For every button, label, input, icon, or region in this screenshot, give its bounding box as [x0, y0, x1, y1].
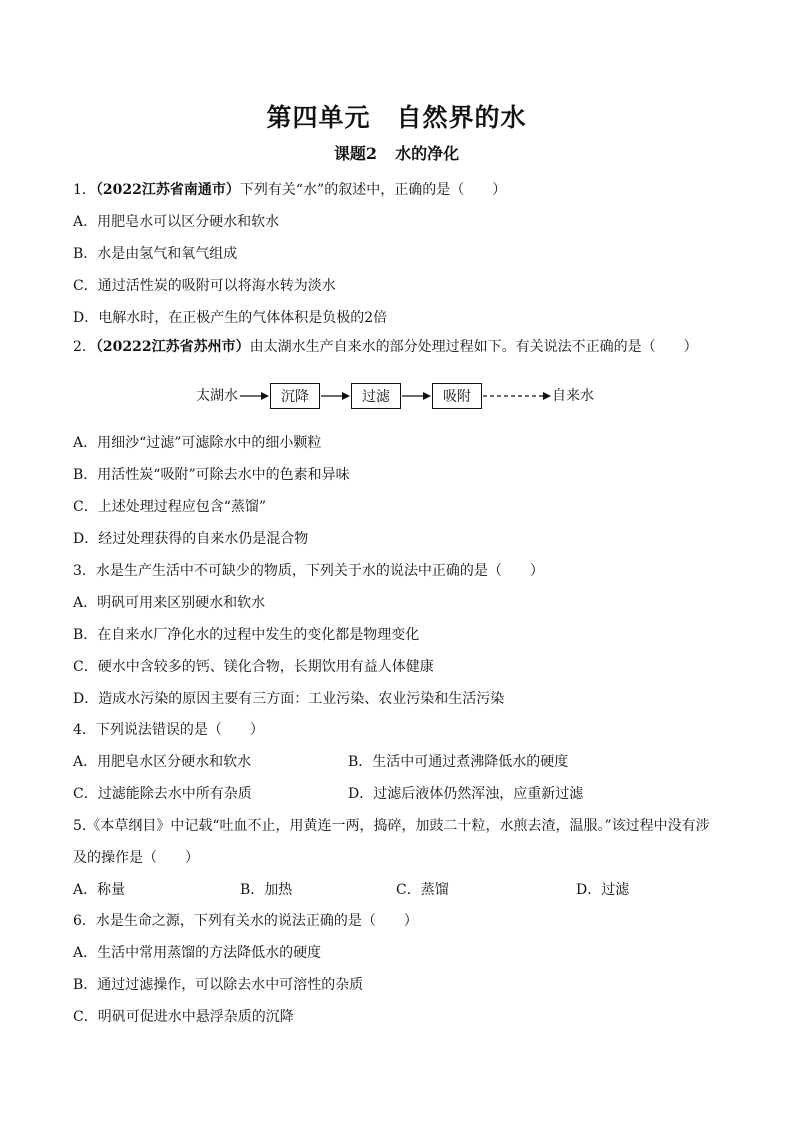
question-3-stem: 3．水是生产生活中不可缺少的物质，下列关于水的说法中正确的是（ ）	[73, 563, 544, 579]
flow-end-label: 自来水	[552, 388, 594, 404]
question-5-option-d: D．过滤	[576, 882, 630, 898]
question-4-option-a: A．用肥皂水区分硬水和软水	[73, 754, 252, 770]
question-1-option-b: B．水是由氢气和氧气组成	[73, 246, 238, 262]
flow-start-label: 太湖水	[196, 388, 238, 404]
question-4-option-b: B．生活中可通过煮沸降低水的硬度	[348, 754, 569, 770]
question-4-stem: 4．下列说法错误的是（ ）	[73, 722, 264, 738]
question-3-option-a: A．明矾可用来区别硬水和软水	[73, 595, 266, 611]
question-1-option-a: A．用肥皂水可以区分硬水和软水	[73, 214, 280, 230]
question-source: （20222江苏省苏州市）	[95, 339, 250, 355]
question-2-option-d: D．经过处理获得的自来水仍是混合物	[73, 531, 309, 547]
question-3-option-b: B．在自来水厂净化水的过程中发生的变化都是物理变化	[73, 627, 420, 643]
question-text: 下列有关“水”的叙述中，正确的是（ ）	[239, 182, 507, 198]
question-3-option-c: C．硬水中含较多的钙、镁化合物，长期饮用有益人体健康	[73, 659, 434, 675]
question-text: 由太湖水生产自来水的部分处理过程如下。有关说法不正确的是（ ）	[249, 339, 698, 355]
question-2-option-a: A．用细沙“过滤”可滤除水中的细小颗粒	[73, 435, 322, 451]
question-3-option-d: D．造成水污染的原因主要有三方面：工业污染、农业污染和生活污染	[73, 691, 505, 707]
question-6-option-b: B．通过过滤操作，可以除去水中可溶性的杂质	[73, 977, 364, 993]
question-number: 2．	[73, 339, 96, 355]
question-6-stem: 6．水是生命之源，下列有关水的说法正确的是（ ）	[73, 913, 418, 929]
flow-step-filtration: 过滤	[351, 383, 401, 409]
question-5-stem-line-2: 及的操作是（ ）	[73, 850, 199, 866]
question-5-option-a: A．称量	[73, 882, 126, 898]
question-1-option-d: D．电解水时，在正极产生的气体体积是负极的2倍	[73, 310, 388, 326]
lesson-topic: 水的净化	[395, 144, 460, 163]
question-1-option-c: C．通过活性炭的吸附可以将海水转为淡水	[73, 278, 336, 294]
question-4-option-c: C．过滤能除去水中所有杂质	[73, 786, 252, 802]
unit-title-topic: 自然界的水	[396, 103, 527, 132]
question-2-option-b: B．用活性炭“吸附”可除去水中的色素和异味	[73, 467, 350, 483]
question-5-stem-line-1: 5.《本草纲目》中记载“吐血不止，用黄连一两，捣碎，加豉二十粒，水煎去渣，温服。”该过程中没有涉	[73, 818, 710, 834]
question-number: 1．	[73, 182, 96, 198]
question-2-option-c: C．上述处理过程应包含“蒸馏”	[73, 499, 267, 515]
question-5-option-b: B．加热	[240, 882, 293, 898]
flow-step-sedimentation: 沉降	[270, 383, 320, 409]
lesson-number: 课题2	[333, 144, 378, 163]
question-6-option-a: A．生活中常用蒸馏的方法降低水的硬度	[73, 945, 322, 961]
question-4-option-d: D．过滤后液体仍然浑浊，应重新过滤	[348, 786, 584, 802]
question-6-option-c: C．明矾可促进水中悬浮杂质的沉降	[73, 1009, 294, 1025]
flow-step-adsorption: 吸附	[432, 383, 482, 409]
unit-title-number: 第四单元	[266, 103, 371, 132]
question-5-option-c: C．蒸馏	[396, 882, 449, 898]
question-source: （2022江苏省南通市）	[95, 182, 240, 198]
